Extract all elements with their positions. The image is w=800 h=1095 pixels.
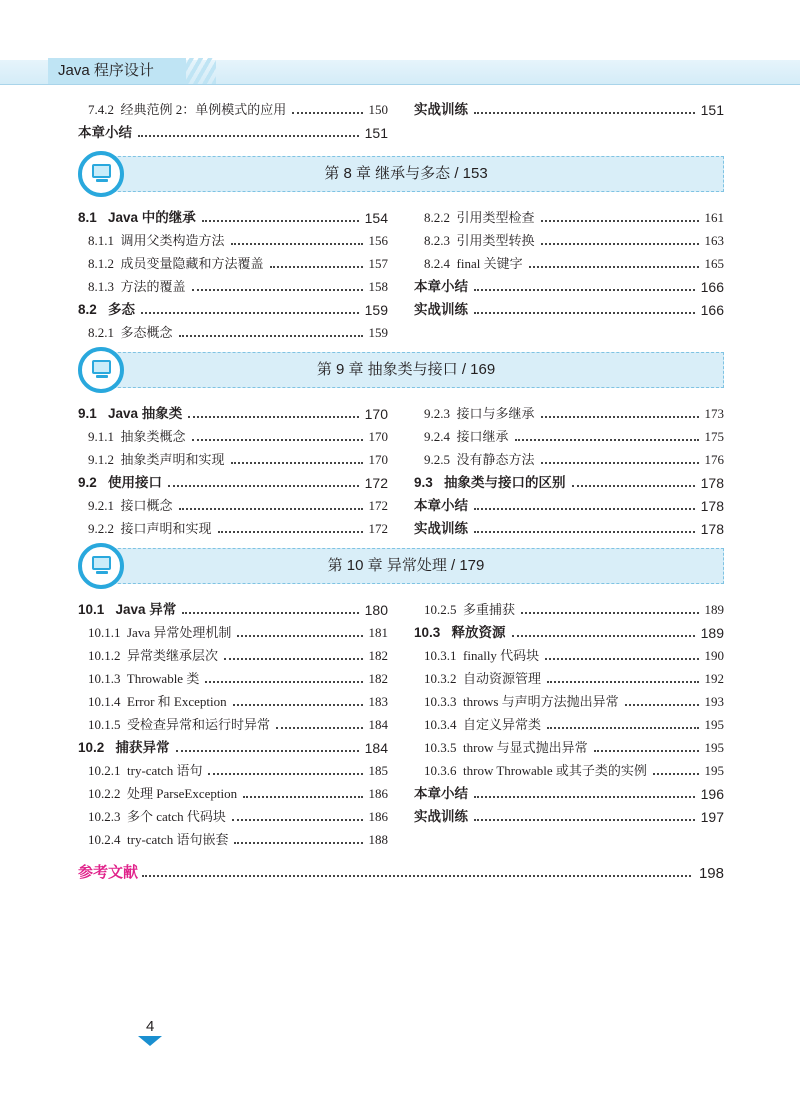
entry-label: 实战训练 (414, 809, 468, 824)
entry-page: 172 (368, 521, 388, 536)
entry-label: 9.1.2 抽象类声明和实现 (88, 452, 225, 467)
entry-page: 175 (704, 429, 724, 444)
entry-page: 172 (364, 475, 388, 491)
entry-page: 184 (368, 717, 388, 732)
entry-label: 7.4.2 经典范例 2：单例模式的应用 (88, 102, 287, 117)
toc-entry[interactable] (424, 665, 724, 687)
entry-page: 170 (368, 429, 388, 444)
dot-leader (179, 335, 363, 337)
chapter-banner[interactable] (78, 156, 724, 194)
entry-page: 156 (368, 233, 388, 248)
toc-entry[interactable] (424, 688, 724, 710)
entry-label: 10.3.2 自动资源管理 (424, 671, 542, 686)
entry-label: 10.3.6 throw Throwable 或其子类的实例 (424, 763, 647, 778)
toc-entry[interactable] (88, 803, 388, 825)
dot-leader (474, 819, 695, 821)
toc-entry[interactable] (88, 780, 388, 802)
entry-page: 151 (364, 125, 388, 141)
entry-page: 189 (700, 625, 724, 641)
entry-label: 9.1.1 抽象类概念 (88, 429, 186, 444)
entry-page: 154 (364, 210, 388, 226)
toc-entry[interactable] (414, 803, 724, 825)
toc-entry[interactable] (424, 423, 724, 445)
dot-leader (515, 439, 699, 441)
toc-entry[interactable] (424, 204, 724, 226)
entry-label: 9.2.3 接口与多继承 (424, 406, 535, 421)
entry-label: 8.2.3 引用类型转换 (424, 233, 535, 248)
entry-label: 10.2.3 多个 catch 代码块 (88, 809, 226, 824)
entry-label: 本章小结 (78, 125, 132, 140)
entry-page: 166 (700, 302, 724, 318)
dot-leader (142, 875, 691, 877)
entry-page: 183 (368, 694, 388, 709)
toc-entry[interactable] (414, 515, 724, 537)
entry-label: 本章小结 (414, 786, 468, 801)
dot-leader (653, 773, 699, 775)
entry-page: 196 (700, 786, 724, 802)
dot-leader (572, 485, 695, 487)
toc-entry[interactable] (414, 296, 724, 318)
book-title: Java 程序设计 (58, 62, 154, 79)
header-stripes (186, 58, 216, 84)
dot-leader (474, 289, 695, 291)
chapter-title: 第 8 章 继承与多态 / 153 (324, 165, 488, 182)
entry-page: 185 (368, 763, 388, 778)
entry-page: 170 (368, 452, 388, 467)
dot-leader (205, 681, 362, 683)
entry-label: 8.2 多态 (78, 302, 136, 317)
dot-leader (168, 485, 359, 487)
toc-entry[interactable] (414, 469, 724, 491)
dot-leader (192, 439, 363, 441)
entry-page: 170 (364, 406, 388, 422)
toc-entry[interactable] (88, 826, 388, 848)
dot-leader (141, 312, 359, 314)
entry-page: 159 (368, 325, 388, 340)
entry-page: 188 (368, 832, 388, 847)
toc-entry[interactable] (88, 250, 388, 272)
entry-label: 10.2.5 多重捕获 (424, 602, 516, 617)
dot-leader (234, 842, 362, 844)
entry-label: 8.2.1 多态概念 (88, 325, 173, 340)
entry-label: 10.1.2 异常类继承层次 (88, 648, 219, 663)
dot-leader (276, 727, 362, 729)
toc-entry[interactable] (88, 227, 388, 249)
dot-leader (625, 704, 699, 706)
entry-page: 192 (704, 671, 724, 686)
entry-label: 本章小结 (414, 498, 468, 513)
entry-page: 165 (704, 256, 724, 271)
dot-leader (224, 658, 362, 660)
entry-label: 9.3 抽象类与接口的区别 (414, 475, 566, 490)
toc-entry[interactable] (424, 642, 724, 664)
dot-leader (233, 704, 363, 706)
entry-label: 8.1.2 成员变量隐藏和方法覆盖 (88, 256, 264, 271)
entry-label: 10.1.1 Java 异常处理机制 (88, 625, 232, 640)
entry-page: 178 (700, 521, 724, 537)
entry-page: 184 (364, 740, 388, 756)
dot-leader (545, 658, 698, 660)
dot-leader (474, 508, 695, 510)
running-header (0, 58, 800, 86)
entry-label: 10.2.4 try-catch 语句嵌套 (88, 832, 229, 847)
toc-entry[interactable] (424, 400, 724, 422)
dot-leader (541, 462, 699, 464)
dot-leader (541, 416, 699, 418)
dot-leader (529, 266, 699, 268)
toc-entry[interactable] (78, 734, 388, 756)
entry-label: 10.2.1 try-catch 语句 (88, 763, 203, 778)
dot-leader (243, 796, 362, 798)
toc-entry[interactable] (424, 227, 724, 249)
dot-leader (541, 220, 699, 222)
entry-page: 189 (704, 602, 724, 617)
entry-page: 195 (704, 740, 724, 755)
entry-page: 158 (368, 279, 388, 294)
entry-label: 9.2 使用接口 (78, 475, 163, 490)
entry-label: 9.2.2 接口声明和实现 (88, 521, 212, 536)
dot-leader (474, 531, 695, 533)
entry-page: 178 (700, 475, 724, 491)
dot-leader (232, 819, 363, 821)
toc-entry[interactable] (414, 780, 724, 802)
entry-page: 182 (368, 671, 388, 686)
entry-label: 10.1 Java 异常 (78, 602, 177, 617)
entry-page: 173 (704, 406, 724, 421)
dot-leader (270, 266, 363, 268)
entry-label: 实战训练 (414, 521, 468, 536)
dot-leader (292, 112, 362, 114)
dot-leader (188, 416, 358, 418)
entry-label: 本章小结 (414, 279, 468, 294)
toc-entry[interactable] (88, 446, 388, 468)
entry-page: 180 (364, 602, 388, 618)
entry-page: 186 (368, 809, 388, 824)
dot-leader (192, 289, 363, 291)
dot-leader (202, 220, 359, 222)
dot-leader (547, 727, 698, 729)
entry-page: 195 (704, 763, 724, 778)
dot-leader (231, 243, 363, 245)
dot-leader (231, 462, 363, 464)
entry-label: 9.2.5 没有静态方法 (424, 452, 535, 467)
toc-entry[interactable] (424, 446, 724, 468)
entry-label: 实战训练 (414, 102, 468, 117)
toc-entry[interactable] (88, 319, 388, 341)
dot-leader (594, 750, 699, 752)
entry-page: 186 (368, 786, 388, 801)
dot-leader (176, 750, 359, 752)
toc-entry[interactable] (414, 492, 724, 514)
dot-leader (521, 612, 698, 614)
entry-label: 9.2.4 接口继承 (424, 429, 509, 444)
dot-leader (218, 531, 363, 533)
entry-label: 10.1.5 受检查异常和运行时异常 (88, 717, 271, 732)
toc-entry[interactable] (424, 711, 724, 733)
entry-label: 10.1.3 Throwable 类 (88, 671, 200, 686)
dot-leader (474, 312, 695, 314)
entry-page: 161 (704, 210, 724, 225)
toc-entry[interactable] (88, 492, 388, 514)
entry-label: 10.2 捕获异常 (78, 740, 170, 755)
entry-page: 193 (704, 694, 724, 709)
toc-entry[interactable] (424, 250, 724, 272)
entry-label: 8.1 Java 中的继承 (78, 210, 196, 225)
dot-leader (512, 635, 695, 637)
toc-entry[interactable] (424, 734, 724, 756)
entry-label: 8.2.4 final 关键字 (424, 256, 523, 271)
dot-leader (547, 681, 698, 683)
toc-entry[interactable] (88, 642, 388, 664)
toc-entry[interactable] (78, 596, 388, 618)
dot-leader (138, 135, 359, 137)
entry-page: 195 (704, 717, 724, 732)
dot-leader (474, 796, 695, 798)
entry-label: 10.3.4 自定义异常类 (424, 717, 542, 732)
entry-page: 172 (368, 498, 388, 513)
entry-label: 10.3.1 finally 代码块 (424, 648, 540, 663)
dot-leader (208, 773, 362, 775)
toc-entry-references[interactable] (78, 858, 724, 882)
entry-page: 163 (704, 233, 724, 248)
entry-label: 8.1.3 方法的覆盖 (88, 279, 186, 294)
references-page: 198 (698, 865, 724, 882)
chapter-title: 第 10 章 异常处理 / 179 (327, 557, 485, 574)
toc-entry[interactable] (88, 96, 388, 118)
entry-page: 181 (368, 625, 388, 640)
toc-entry[interactable] (78, 204, 388, 226)
page-marker-triangle (138, 1036, 162, 1046)
toc-entry[interactable] (78, 469, 388, 491)
toc-entry[interactable] (88, 515, 388, 537)
entry-page: 159 (364, 302, 388, 318)
entry-label: 9.2.1 接口概念 (88, 498, 173, 513)
toc-entry[interactable] (88, 688, 388, 710)
toc-entry[interactable] (88, 757, 388, 779)
toc-entry[interactable] (88, 619, 388, 641)
dot-leader (474, 112, 695, 114)
entry-page: 182 (368, 648, 388, 663)
entry-label: 8.2.2 引用类型检查 (424, 210, 535, 225)
chapter-banner[interactable] (78, 548, 724, 586)
dot-leader (179, 508, 363, 510)
entry-label: 10.1.4 Error 和 Exception (88, 694, 227, 709)
references-label: 参考文献 (78, 864, 139, 881)
entry-page: 178 (700, 498, 724, 514)
toc-entry[interactable] (88, 423, 388, 445)
entry-page: 176 (704, 452, 724, 467)
dot-leader (237, 635, 362, 637)
entry-page: 190 (704, 648, 724, 663)
chapter-banner[interactable] (78, 352, 724, 390)
entry-label: 10.3.5 throw 与显式抛出异常 (424, 740, 588, 755)
toc-entry[interactable] (88, 665, 388, 687)
entry-page: 157 (368, 256, 388, 271)
dot-leader (541, 243, 699, 245)
entry-page: 166 (700, 279, 724, 295)
toc-entry[interactable] (88, 711, 388, 733)
entry-page: 151 (700, 102, 724, 118)
entry-label: 10.3.3 throws 与声明方法抛出异常 (424, 694, 619, 709)
entry-page: 150 (368, 102, 388, 117)
toc-entry[interactable] (414, 619, 724, 641)
dot-leader (182, 612, 358, 614)
toc-entry[interactable] (78, 119, 388, 141)
toc-entry[interactable] (78, 400, 388, 422)
chapter-title: 第 9 章 抽象类与接口 / 169 (316, 361, 496, 378)
entry-page: 197 (700, 809, 724, 825)
toc-entry[interactable] (414, 96, 724, 118)
toc-entry[interactable] (424, 596, 724, 618)
page-number: 4 (146, 1018, 155, 1035)
entry-label: 8.1.1 调用父类构造方法 (88, 233, 225, 248)
entry-label: 实战训练 (414, 302, 468, 317)
entry-label: 9.1 Java 抽象类 (78, 406, 183, 421)
toc-entry[interactable] (88, 273, 388, 295)
entry-label: 10.2.2 处理 ParseException (88, 786, 238, 801)
entry-label: 10.3 释放资源 (414, 625, 506, 640)
toc-entry[interactable] (414, 273, 724, 295)
toc-entry[interactable] (424, 757, 724, 779)
toc-entry[interactable] (78, 296, 388, 318)
